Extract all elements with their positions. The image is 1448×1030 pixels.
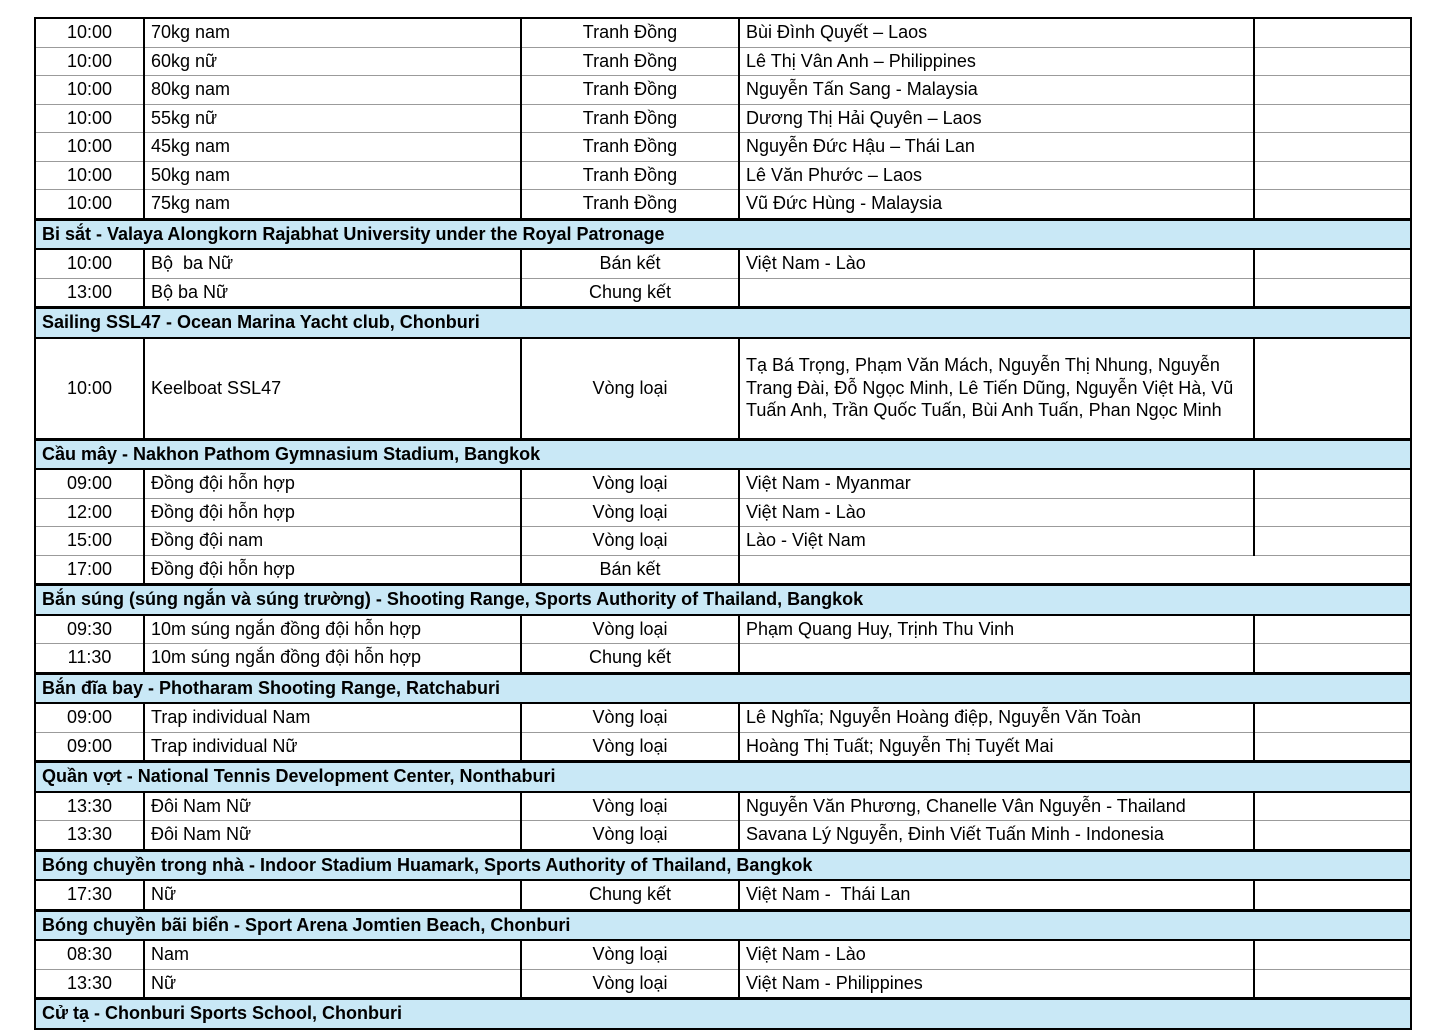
- cell-event: 50kg nam: [144, 161, 521, 190]
- cell-time: 13:00: [35, 278, 144, 308]
- cell-notes: [1254, 76, 1411, 105]
- cell-time: 13:30: [35, 821, 144, 851]
- section-row: [35, 673, 1411, 703]
- cell-round: Chung kết: [521, 644, 739, 674]
- cell-round: Vòng loại: [521, 615, 739, 644]
- section-header: Bi sắt - Valaya Alongkorn Rajabhat University under the Royal Patronage: [35, 219, 1411, 249]
- cell-event: 10m súng ngắn đồng đội hỗn hợp: [144, 615, 521, 644]
- cell-notes: [1254, 47, 1411, 76]
- cell-participants: Việt Nam - Philippines: [739, 969, 1254, 999]
- cell-round: Vòng loại: [521, 703, 739, 732]
- table-row: [35, 615, 1411, 644]
- cell-event: Nữ: [144, 880, 521, 910]
- cell-round: Vòng loại: [521, 498, 739, 527]
- cell-participants: [739, 278, 1254, 308]
- cell-participants: Bùi Đình Quyết – Laos: [739, 18, 1254, 47]
- cell-time: 09:00: [35, 469, 144, 498]
- cell-notes: [1254, 469, 1411, 498]
- cell-time: 11:30: [35, 644, 144, 674]
- cell-notes: [1254, 133, 1411, 162]
- cell-round: Tranh Đồng: [521, 133, 739, 162]
- section-header: Cầu mây - Nakhon Pathom Gymnasium Stadium, Bangkok: [35, 439, 1411, 469]
- cell-round: Vòng loại: [521, 821, 739, 851]
- cell-time: 10:00: [35, 190, 144, 220]
- table-row: [35, 527, 1411, 556]
- cell-event: Nữ: [144, 969, 521, 999]
- cell-notes: [1254, 249, 1411, 278]
- cell-notes: [1254, 969, 1411, 999]
- cell-time: 15:00: [35, 527, 144, 556]
- cell-round: Tranh Đồng: [521, 190, 739, 220]
- table-row: [35, 161, 1411, 190]
- table-row: [35, 278, 1411, 308]
- table-row: [35, 498, 1411, 527]
- cell-time: 08:30: [35, 940, 144, 969]
- cell-event: 10m súng ngắn đồng đội hỗn hợp: [144, 644, 521, 674]
- cell-notes: [1254, 161, 1411, 190]
- cell-round: Chung kết: [521, 880, 739, 910]
- section-header: Sailing SSL47 - Ocean Marina Yacht club, Chonburi: [35, 308, 1411, 338]
- cell-participants: Việt Nam - Lào: [739, 249, 1254, 278]
- section-row: [35, 439, 1411, 469]
- cell-event: Bộ ba Nữ: [144, 249, 521, 278]
- cell-participants: Savana Lý Nguyễn, Đinh Viết Tuấn Minh - Indonesia: [739, 821, 1254, 851]
- cell-time: 13:30: [35, 792, 144, 821]
- cell-time: 09:00: [35, 732, 144, 762]
- cell-round: Tranh Đồng: [521, 18, 739, 47]
- section-row: [35, 910, 1411, 940]
- cell-notes: [1254, 190, 1411, 220]
- cell-participants: Nguyễn Tấn Sang - Malaysia: [739, 76, 1254, 105]
- table-row: [35, 76, 1411, 105]
- cell-time: 10:00: [35, 338, 144, 440]
- table-row: [35, 469, 1411, 498]
- cell-participants: [739, 555, 1411, 585]
- section-header: Bóng chuyền bãi biển - Sport Arena Jomtien Beach, Chonburi: [35, 910, 1411, 940]
- table-row: [35, 703, 1411, 732]
- table-row: [35, 249, 1411, 278]
- cell-notes: [1254, 821, 1411, 851]
- cell-event: Đôi Nam Nữ: [144, 792, 521, 821]
- section-header: Bắn súng (súng ngắn và súng trường) - Shooting Range, Sports Authority of Thailand, Bangkok: [35, 585, 1411, 615]
- cell-participants: Vũ Đức Hùng - Malaysia: [739, 190, 1254, 220]
- table-row: [35, 104, 1411, 133]
- section-row: [35, 585, 1411, 615]
- section-row: [35, 762, 1411, 792]
- cell-event: Đồng đội nam: [144, 527, 521, 556]
- section-header: Quần vợt - National Tennis Development Center, Nonthaburi: [35, 762, 1411, 792]
- cell-participants: [739, 644, 1254, 674]
- section-row: [35, 219, 1411, 249]
- cell-event: Đồng đội hỗn hợp: [144, 498, 521, 527]
- cell-participants: Việt Nam - Myanmar: [739, 469, 1254, 498]
- section-row: [35, 999, 1411, 1029]
- table-row: [35, 821, 1411, 851]
- cell-round: Vòng loại: [521, 527, 739, 556]
- cell-notes: [1254, 278, 1411, 308]
- cell-round: Tranh Đồng: [521, 161, 739, 190]
- section-header: Cử tạ - Chonburi Sports School, Chonburi: [35, 999, 1411, 1029]
- cell-time: 10:00: [35, 47, 144, 76]
- cell-time: 10:00: [35, 76, 144, 105]
- cell-event: Trap individual Nam: [144, 703, 521, 732]
- cell-round: Tranh Đồng: [521, 76, 739, 105]
- cell-participants: Lê Văn Phước – Laos: [739, 161, 1254, 190]
- cell-notes: [1254, 732, 1411, 762]
- cell-round: Vòng loại: [521, 940, 739, 969]
- cell-notes: [1254, 527, 1411, 556]
- cell-event: 80kg nam: [144, 76, 521, 105]
- cell-round: Tranh Đồng: [521, 47, 739, 76]
- cell-time: 17:00: [35, 555, 144, 585]
- cell-notes: [1254, 880, 1411, 910]
- cell-participants: Phạm Quang Huy, Trịnh Thu Vinh: [739, 615, 1254, 644]
- cell-round: Tranh Đồng: [521, 104, 739, 133]
- cell-participants: Lê Nghĩa; Nguyễn Hoàng điệp, Nguyễn Văn Toàn: [739, 703, 1254, 732]
- cell-event: 55kg nữ: [144, 104, 521, 133]
- cell-event: 75kg nam: [144, 190, 521, 220]
- table-row: [35, 969, 1411, 999]
- cell-notes: [1254, 792, 1411, 821]
- table-row: [35, 644, 1411, 674]
- section-row: [35, 850, 1411, 880]
- cell-time: 10:00: [35, 18, 144, 47]
- cell-participants: Việt Nam - Lào: [739, 498, 1254, 527]
- cell-event: 70kg nam: [144, 18, 521, 47]
- cell-notes: [1254, 18, 1411, 47]
- cell-participants: Hoàng Thị Tuất; Nguyễn Thị Tuyết Mai: [739, 732, 1254, 762]
- cell-time: 13:30: [35, 969, 144, 999]
- cell-notes: [1254, 498, 1411, 527]
- cell-participants: Lê Thị Vân Anh – Philippines: [739, 47, 1254, 76]
- table-row: [35, 555, 1411, 585]
- table-row: [35, 18, 1411, 47]
- cell-event: Đồng đội hỗn hợp: [144, 469, 521, 498]
- cell-time: 09:00: [35, 703, 144, 732]
- cell-time: 12:00: [35, 498, 144, 527]
- schedule-sheet: [34, 17, 1412, 1030]
- cell-notes: [1254, 104, 1411, 133]
- cell-notes: [1254, 940, 1411, 969]
- cell-round: Vòng loại: [521, 792, 739, 821]
- cell-time: 17:30: [35, 880, 144, 910]
- cell-participants: Lào - Việt Nam: [739, 527, 1254, 556]
- table-row: [35, 880, 1411, 910]
- cell-round: Vòng loại: [521, 338, 739, 440]
- cell-round: Bán kết: [521, 555, 739, 585]
- cell-notes: [1254, 703, 1411, 732]
- cell-event: Đôi Nam Nữ: [144, 821, 521, 851]
- cell-time: 10:00: [35, 133, 144, 162]
- section-header: Bắn đĩa bay - Photharam Shooting Range, Ratchaburi: [35, 673, 1411, 703]
- schedule-table: [34, 17, 1412, 1030]
- cell-event: Đồng đội hỗn hợp: [144, 555, 521, 585]
- cell-participants: Việt Nam - Thái Lan: [739, 880, 1254, 910]
- cell-event: Keelboat SSL47: [144, 338, 521, 440]
- cell-round: Vòng loại: [521, 732, 739, 762]
- cell-event: 60kg nữ: [144, 47, 521, 76]
- cell-round: Vòng loại: [521, 469, 739, 498]
- table-row: [35, 47, 1411, 76]
- table-row: [35, 792, 1411, 821]
- cell-time: 09:30: [35, 615, 144, 644]
- cell-event: Bộ ba Nữ: [144, 278, 521, 308]
- cell-round: Chung kết: [521, 278, 739, 308]
- cell-event: Nam: [144, 940, 521, 969]
- cell-event: 45kg nam: [144, 133, 521, 162]
- cell-time: 10:00: [35, 161, 144, 190]
- cell-participants: Việt Nam - Lào: [739, 940, 1254, 969]
- section-row: [35, 308, 1411, 338]
- table-row: [35, 732, 1411, 762]
- cell-participants: Tạ Bá Trọng, Phạm Văn Mách, Nguyễn Thị Nhung, Nguyễn Trang Đài, Đỗ Ngọc Minh, Lê Tiến Dũng, Nguyễn Việt Hà, Vũ Tuấn Anh, Trần Quốc Tuấn, Bùi Anh Tuấn, Phan Ngọc Minh: [739, 338, 1254, 440]
- cell-time: 10:00: [35, 104, 144, 133]
- cell-notes: [1254, 338, 1411, 440]
- table-row: [35, 940, 1411, 969]
- cell-participants: Nguyễn Văn Phương, Chanelle Vân Nguyễn - Thailand: [739, 792, 1254, 821]
- cell-notes: [1254, 644, 1411, 674]
- cell-event: Trap individual Nữ: [144, 732, 521, 762]
- table-row: [35, 338, 1411, 440]
- section-header: Bóng chuyền trong nhà - Indoor Stadium Huamark, Sports Authority of Thailand, Bangkok: [35, 850, 1411, 880]
- table-row: [35, 190, 1411, 220]
- cell-participants: Dương Thị Hải Quyên – Laos: [739, 104, 1254, 133]
- cell-time: 10:00: [35, 249, 144, 278]
- cell-participants: Nguyễn Đức Hậu – Thái Lan: [739, 133, 1254, 162]
- table-row: [35, 133, 1411, 162]
- cell-notes: [1254, 615, 1411, 644]
- cell-round: Vòng loại: [521, 969, 739, 999]
- cell-round: Bán kết: [521, 249, 739, 278]
